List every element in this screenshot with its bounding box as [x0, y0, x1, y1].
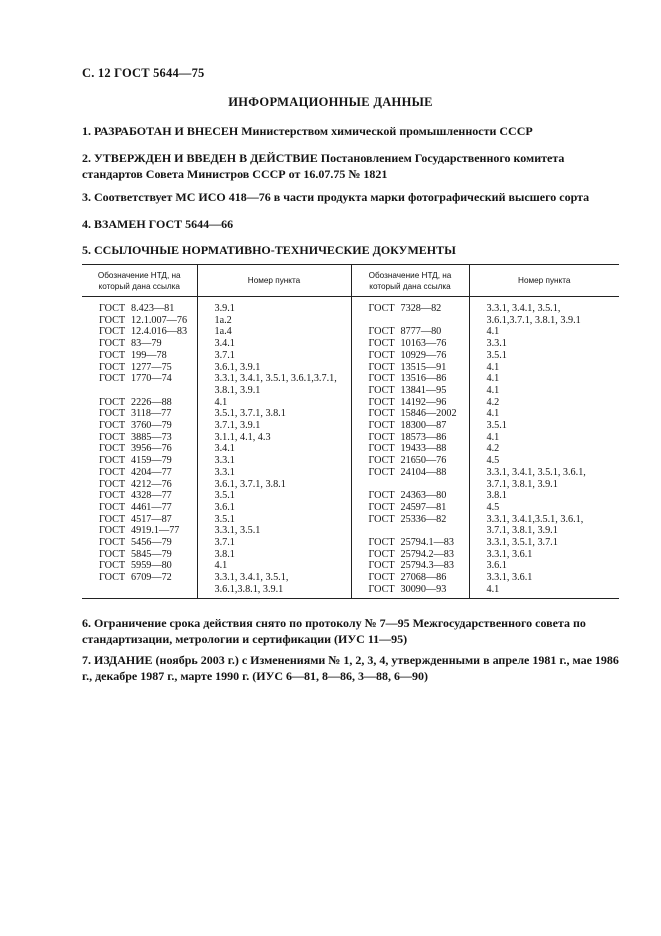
gost-number: 25794.2—83 [400, 548, 454, 560]
clause-number-cell: 3.3.1, 3.4.1, 3.5.1, 3.6.1,3.7.1, [197, 373, 351, 385]
gost-number: 4461—77 [131, 501, 172, 513]
clause-number-cell: 4.1 [486, 431, 500, 443]
gost-number: 1277—75 [131, 361, 172, 373]
ntd-designation-cell [351, 408, 469, 420]
gost-prefix: ГОСТ [368, 420, 395, 432]
clause-number-cell: 3.3.1, 3.4.1, 3.5.1, 3.6.1, [486, 466, 586, 478]
clause-number-cell: 3.3.1, 3.4.1, 3.5.1, [486, 303, 561, 314]
ntd-designation-cell [351, 338, 469, 350]
item-number: 2. [82, 151, 91, 165]
gost-number: 14192—96 [400, 396, 447, 408]
ntd-designation-cell [82, 525, 197, 537]
info-item-6 [82, 615, 622, 647]
gost-prefix: ГОСТ [99, 455, 126, 467]
clause-number-cell: 3.3.1, 3.4.1, 3.5.1, [197, 572, 351, 584]
gost-prefix: ГОСТ [368, 572, 395, 584]
gost-prefix: ГОСТ [99, 478, 126, 490]
ntd-designation-cell [82, 514, 197, 526]
gost-number: 13515—91 [400, 361, 447, 373]
ntd-designation-cell [351, 560, 469, 572]
clause-number-cell: 3.3.1 [197, 455, 351, 467]
ntd-designation-cell [82, 408, 197, 420]
gost-number: 7328—82 [400, 303, 442, 314]
gost-number: 24597—81 [400, 501, 447, 513]
item-number: 7. [82, 653, 91, 667]
gost-number: 3885—73 [131, 431, 172, 443]
clause-number-cell: 4.1 [486, 361, 500, 373]
clause-number-cell: 3.5.1 [197, 514, 351, 526]
ntd-designation-cell [82, 537, 197, 549]
clause-number-cell: 4.5 [486, 501, 500, 513]
section-title: ИНФОРМАЦИОННЫЕ ДАННЫЕ [228, 95, 433, 109]
gost-number: 10163—76 [400, 338, 447, 350]
ntd-designation-cell [82, 362, 197, 374]
gost-number: 21650—76 [400, 455, 447, 467]
clause-number-cell: 3.5.1 [197, 490, 351, 502]
item-bold-text: УТВЕРЖДЕН И ВВЕДЕН В ДЕЙСТВИЕ [94, 151, 318, 165]
clause-number-cell: 3.3.1, 3.6.1 [486, 548, 533, 560]
clause-number-cell: 1а.2 [197, 315, 351, 327]
table-row [82, 549, 619, 561]
clause-number-cell: 3.3.1, 3.4.1,3.5.1, 3.6.1, [486, 513, 584, 525]
clause-number-cell: 3.7.1 [197, 537, 351, 549]
ntd-designation-cell [351, 397, 469, 409]
table-row [82, 467, 619, 479]
ntd-designation-cell [351, 572, 469, 584]
gost-number: 3760—79 [131, 420, 172, 432]
gost-number: 83—79 [131, 338, 162, 350]
gost-prefix: ГОСТ [368, 583, 395, 595]
table-row [82, 362, 619, 374]
table-row [82, 443, 619, 455]
gost-prefix: ГОСТ [99, 431, 126, 443]
item-text: ИЗДАНИЕ (ноябрь 2003 г.) с Изменениями № 1, 2, 3, 4, утвержденными в апреле 1981 г., мае 1986 г., декабре 1987 г., марте 1990 г. (ИУС 6—81, 8—86, 3—88, 6—90) [82, 653, 619, 683]
clause-number-cell: 3.5.1 [486, 420, 507, 432]
item-number: 1. [82, 124, 91, 138]
info-item-4 [82, 216, 622, 232]
ntd-designation-cell [351, 537, 469, 549]
ntd-designation-cell [82, 397, 197, 409]
clause-number-cell: 4.2 [486, 443, 500, 455]
clause-number-cell: 3.8.1, 3.9.1 [197, 385, 351, 397]
clause-number-cell: 3.1.1, 4.1, 4.3 [197, 432, 351, 444]
ntd-designation-cell [351, 455, 469, 467]
table-row [82, 584, 619, 598]
gost-number: 3956—76 [131, 443, 172, 455]
gost-number: 5959—80 [131, 560, 172, 572]
reference-documents-table [82, 264, 619, 599]
ntd-designation-cell [82, 297, 197, 315]
gost-number: 1770—74 [131, 373, 172, 385]
item-number: 5. [82, 243, 91, 257]
column-header: Номер пункта [469, 265, 619, 297]
gost-number: 8777—80 [400, 326, 442, 338]
gost-number: 12.4.016—83 [131, 326, 188, 338]
table-row [82, 397, 619, 409]
clause-number-cell: 3.8.1 [197, 549, 351, 561]
table-row [82, 373, 619, 385]
gost-prefix: ГОСТ [99, 572, 126, 584]
ntd-designation-cell [351, 490, 469, 502]
clause-number-cell: 3.4.1 [197, 443, 351, 455]
table-row [82, 572, 619, 584]
item-text: Ограничение срока действия снято по протоколу № 7—95 Межгосударственного совета по стандартизации, метрологии и сертификации (ИУС 11—95) [82, 616, 586, 646]
gost-prefix: ГОСТ [368, 373, 395, 385]
ntd-designation-cell [351, 432, 469, 444]
gost-number: 27068—86 [400, 572, 447, 584]
table-row [82, 408, 619, 420]
clause-number-cell: 3.7.1 [197, 350, 351, 362]
gost-number: 5845—79 [131, 548, 172, 560]
gost-prefix: ГОСТ [99, 314, 126, 326]
table-row [82, 502, 619, 514]
gost-prefix: ГОСТ [99, 373, 126, 385]
table-row [82, 338, 619, 350]
gost-prefix: ГОСТ [99, 513, 126, 525]
gost-number: 3118—77 [131, 408, 172, 420]
clause-number-cell: 4.1 [486, 408, 500, 420]
ntd-designation-cell [82, 549, 197, 561]
ntd-designation-cell [351, 420, 469, 432]
clause-number-cell: 4.1 [197, 560, 351, 572]
column-header: Обозначение НТД, на который дана ссылка [82, 265, 197, 297]
clause-number-cell: 4.1 [197, 397, 351, 409]
gost-prefix: ГОСТ [368, 490, 395, 502]
table-row [82, 326, 619, 338]
gost-prefix: ГОСТ [99, 443, 126, 455]
gost-prefix: ГОСТ [99, 408, 126, 420]
ntd-designation-cell [351, 479, 469, 491]
clause-number-cell: 3.6.1,3.8.1, 3.9.1 [197, 584, 351, 598]
gost-number: 6709—72 [131, 572, 172, 584]
ntd-designation-cell [82, 467, 197, 479]
gost-prefix: ГОСТ [368, 537, 395, 549]
ntd-designation-cell [351, 373, 469, 385]
ntd-designation-cell [351, 549, 469, 561]
gost-prefix: ГОСТ [99, 396, 126, 408]
gost-prefix: ГОСТ [368, 408, 395, 420]
table-row [82, 420, 619, 432]
ntd-designation-cell [351, 350, 469, 362]
info-item-5 [82, 242, 622, 258]
clause-number-cell: 3.5.1 [486, 349, 507, 361]
clause-number-cell: 3.6.1 [197, 502, 351, 514]
clause-number-cell: 4.2 [486, 396, 500, 408]
gost-prefix: ГОСТ [368, 349, 395, 361]
item-text: Министерством химической промышленности СССР [241, 124, 533, 138]
table-row [82, 315, 619, 327]
gost-prefix: ГОСТ [368, 466, 395, 478]
ntd-designation-cell [82, 572, 197, 584]
gost-number: 4328—77 [131, 490, 172, 502]
gost-prefix: ГОСТ [368, 338, 395, 350]
ntd-designation-cell [82, 479, 197, 491]
gost-number: 19433—88 [400, 443, 447, 455]
gost-prefix: ГОСТ [368, 548, 395, 560]
gost-number: 24104—88 [400, 466, 447, 478]
gost-prefix: ГОСТ [99, 537, 126, 549]
ntd-designation-cell [351, 584, 469, 598]
ntd-designation-cell [351, 385, 469, 397]
clause-number-cell: 3.7.1, 3.8.1, 3.9.1 [486, 525, 558, 537]
item-number: 4. [82, 217, 91, 231]
table-row [82, 525, 619, 537]
gost-number: 4919.1—77 [131, 525, 180, 537]
clause-number-cell: 1а.4 [197, 326, 351, 338]
item-text: Соответствует МС ИСО 418—76 в части продукта марки фотографический высшего сорта [94, 190, 590, 204]
ntd-designation-cell [82, 385, 197, 397]
clause-number-cell: 4.1 [469, 584, 619, 598]
gost-number: 13841—95 [400, 384, 447, 396]
gost-number: 4517—87 [131, 513, 172, 525]
gost-number: 4159—79 [131, 455, 172, 467]
column-header: Обозначение НТД, на который дана ссылка [351, 265, 469, 297]
ntd-designation-cell [351, 443, 469, 455]
clause-number-cell: 3.6.1 [486, 560, 507, 572]
gost-prefix: ГОСТ [368, 443, 395, 455]
ntd-designation-cell [351, 297, 469, 315]
gost-prefix: ГОСТ [99, 326, 126, 338]
gost-prefix: ГОСТ [368, 455, 395, 467]
table-row [82, 537, 619, 549]
ntd-designation-cell [82, 584, 197, 598]
clause-number-cell: 4.1 [486, 373, 500, 385]
gost-number: 13516—86 [400, 373, 447, 385]
gost-prefix: ГОСТ [368, 560, 395, 572]
column-header: Номер пункта [197, 265, 351, 297]
item-text: ССЫЛОЧНЫЕ НОРМАТИВНО-ТЕХНИЧЕСКИЕ ДОКУМЕНТЫ [94, 243, 456, 257]
info-item-3 [82, 189, 622, 205]
clause-number-cell: 3.6.1,3.7.1, 3.8.1, 3.9.1 [486, 314, 581, 326]
gost-prefix: ГОСТ [368, 361, 395, 373]
ntd-designation-cell [351, 362, 469, 374]
table-header-row [82, 265, 619, 297]
info-item-1 [82, 123, 622, 139]
ntd-designation-cell [351, 502, 469, 514]
table-row [82, 350, 619, 362]
table-row [82, 479, 619, 491]
ntd-designation-cell [82, 338, 197, 350]
clause-number-cell: 3.3.1, 3.5.1 [197, 525, 351, 537]
gost-prefix: ГОСТ [99, 420, 126, 432]
ntd-designation-cell [82, 490, 197, 502]
gost-number: 25336—82 [400, 513, 447, 525]
gost-number: 199—78 [131, 349, 167, 361]
clause-number-cell: 3.9.1 [197, 297, 351, 315]
gost-prefix: ГОСТ [368, 326, 395, 338]
clause-number-cell: 3.7.1, 3.8.1, 3.9.1 [486, 478, 558, 490]
ntd-designation-cell [351, 525, 469, 537]
ntd-designation-cell [351, 514, 469, 526]
gost-number: 2226—88 [131, 396, 172, 408]
ntd-designation-cell [82, 443, 197, 455]
table-row [82, 297, 619, 315]
info-item-2 [82, 150, 622, 182]
gost-prefix: ГОСТ [99, 560, 126, 572]
item-bold-text: РАЗРАБОТАН И ВНЕСЕН [94, 124, 239, 138]
gost-prefix: ГОСТ [99, 361, 126, 373]
gost-prefix: ГОСТ [368, 431, 395, 443]
gost-number: 8.423—81 [131, 303, 175, 314]
gost-number: 5456—79 [131, 537, 172, 549]
table-body [82, 297, 619, 599]
ntd-designation-cell [351, 467, 469, 479]
clause-number-cell: 4.5 [486, 455, 500, 467]
ntd-designation-cell [82, 373, 197, 385]
gost-number: 15846—2002 [400, 408, 457, 420]
gost-number: 25794.3—83 [400, 560, 454, 572]
ntd-designation-cell [82, 326, 197, 338]
table-row [82, 514, 619, 526]
table-row [82, 432, 619, 444]
ntd-designation-cell [351, 315, 469, 327]
item-number: 6. [82, 616, 91, 630]
page-header: С. 12 ГОСТ 5644—75 [82, 66, 205, 80]
item-text: Постановлением Государственного комитета стандартов Совета Министров СССР от 16.07.75 № 1821 [82, 151, 565, 181]
gost-prefix: ГОСТ [99, 303, 126, 314]
gost-prefix: ГОСТ [99, 349, 126, 361]
ntd-designation-cell [82, 432, 197, 444]
gost-prefix: ГОСТ [99, 490, 126, 502]
clause-number-cell: 3.7.1, 3.9.1 [197, 420, 351, 432]
ntd-designation-cell [82, 502, 197, 514]
ntd-designation-cell [82, 420, 197, 432]
clause-number-cell: 3.3.1 [197, 467, 351, 479]
gost-prefix: ГОСТ [99, 338, 126, 350]
clause-number-cell: 3.6.1, 3.7.1, 3.8.1 [197, 479, 351, 491]
gost-prefix: ГОСТ [99, 466, 126, 478]
gost-number: 12.1.007—76 [131, 314, 188, 326]
table-row [82, 385, 619, 397]
gost-prefix: ГОСТ [99, 525, 126, 537]
clause-number-cell: 3.4.1 [197, 338, 351, 350]
gost-number: 4212—76 [131, 478, 172, 490]
gost-prefix: ГОСТ [99, 548, 126, 560]
table-row [82, 455, 619, 467]
gost-number: 30090—93 [400, 583, 447, 595]
item-number: 3. [82, 190, 91, 204]
gost-number: 18573—86 [400, 431, 447, 443]
gost-number: 18300—87 [400, 420, 447, 432]
table-row [82, 560, 619, 572]
gost-number: 10929—76 [400, 349, 447, 361]
clause-number-cell: 3.3.1, 3.5.1, 3.7.1 [486, 537, 558, 549]
gost-number: 24363—80 [400, 490, 447, 502]
gost-number: 25794.1—83 [400, 537, 454, 549]
gost-number: 4204—77 [131, 466, 172, 478]
gost-prefix: ГОСТ [368, 384, 395, 396]
ntd-designation-cell [82, 455, 197, 467]
clause-number-cell: 4.1 [486, 326, 500, 338]
gost-prefix: ГОСТ [368, 501, 395, 513]
clause-number-cell: 4.1 [486, 384, 500, 396]
clause-number-cell: 3.6.1, 3.9.1 [197, 362, 351, 374]
ntd-designation-cell [82, 350, 197, 362]
clause-number-cell: 3.3.1 [486, 338, 507, 350]
gost-prefix: ГОСТ [368, 396, 395, 408]
gost-prefix: ГОСТ [368, 303, 395, 314]
item-text: ВЗАМЕН ГОСТ 5644—66 [94, 217, 234, 231]
table-row [82, 490, 619, 502]
gost-prefix: ГОСТ [99, 501, 126, 513]
clause-number-cell: 3.3.1, 3.6.1 [486, 572, 533, 584]
ntd-designation-cell [82, 560, 197, 572]
info-item-7 [82, 652, 622, 684]
clause-number-cell: 3.5.1, 3.7.1, 3.8.1 [197, 408, 351, 420]
clause-number-cell: 3.8.1 [486, 490, 507, 502]
ntd-designation-cell [82, 315, 197, 327]
ntd-designation-cell [351, 326, 469, 338]
gost-prefix: ГОСТ [368, 513, 395, 525]
